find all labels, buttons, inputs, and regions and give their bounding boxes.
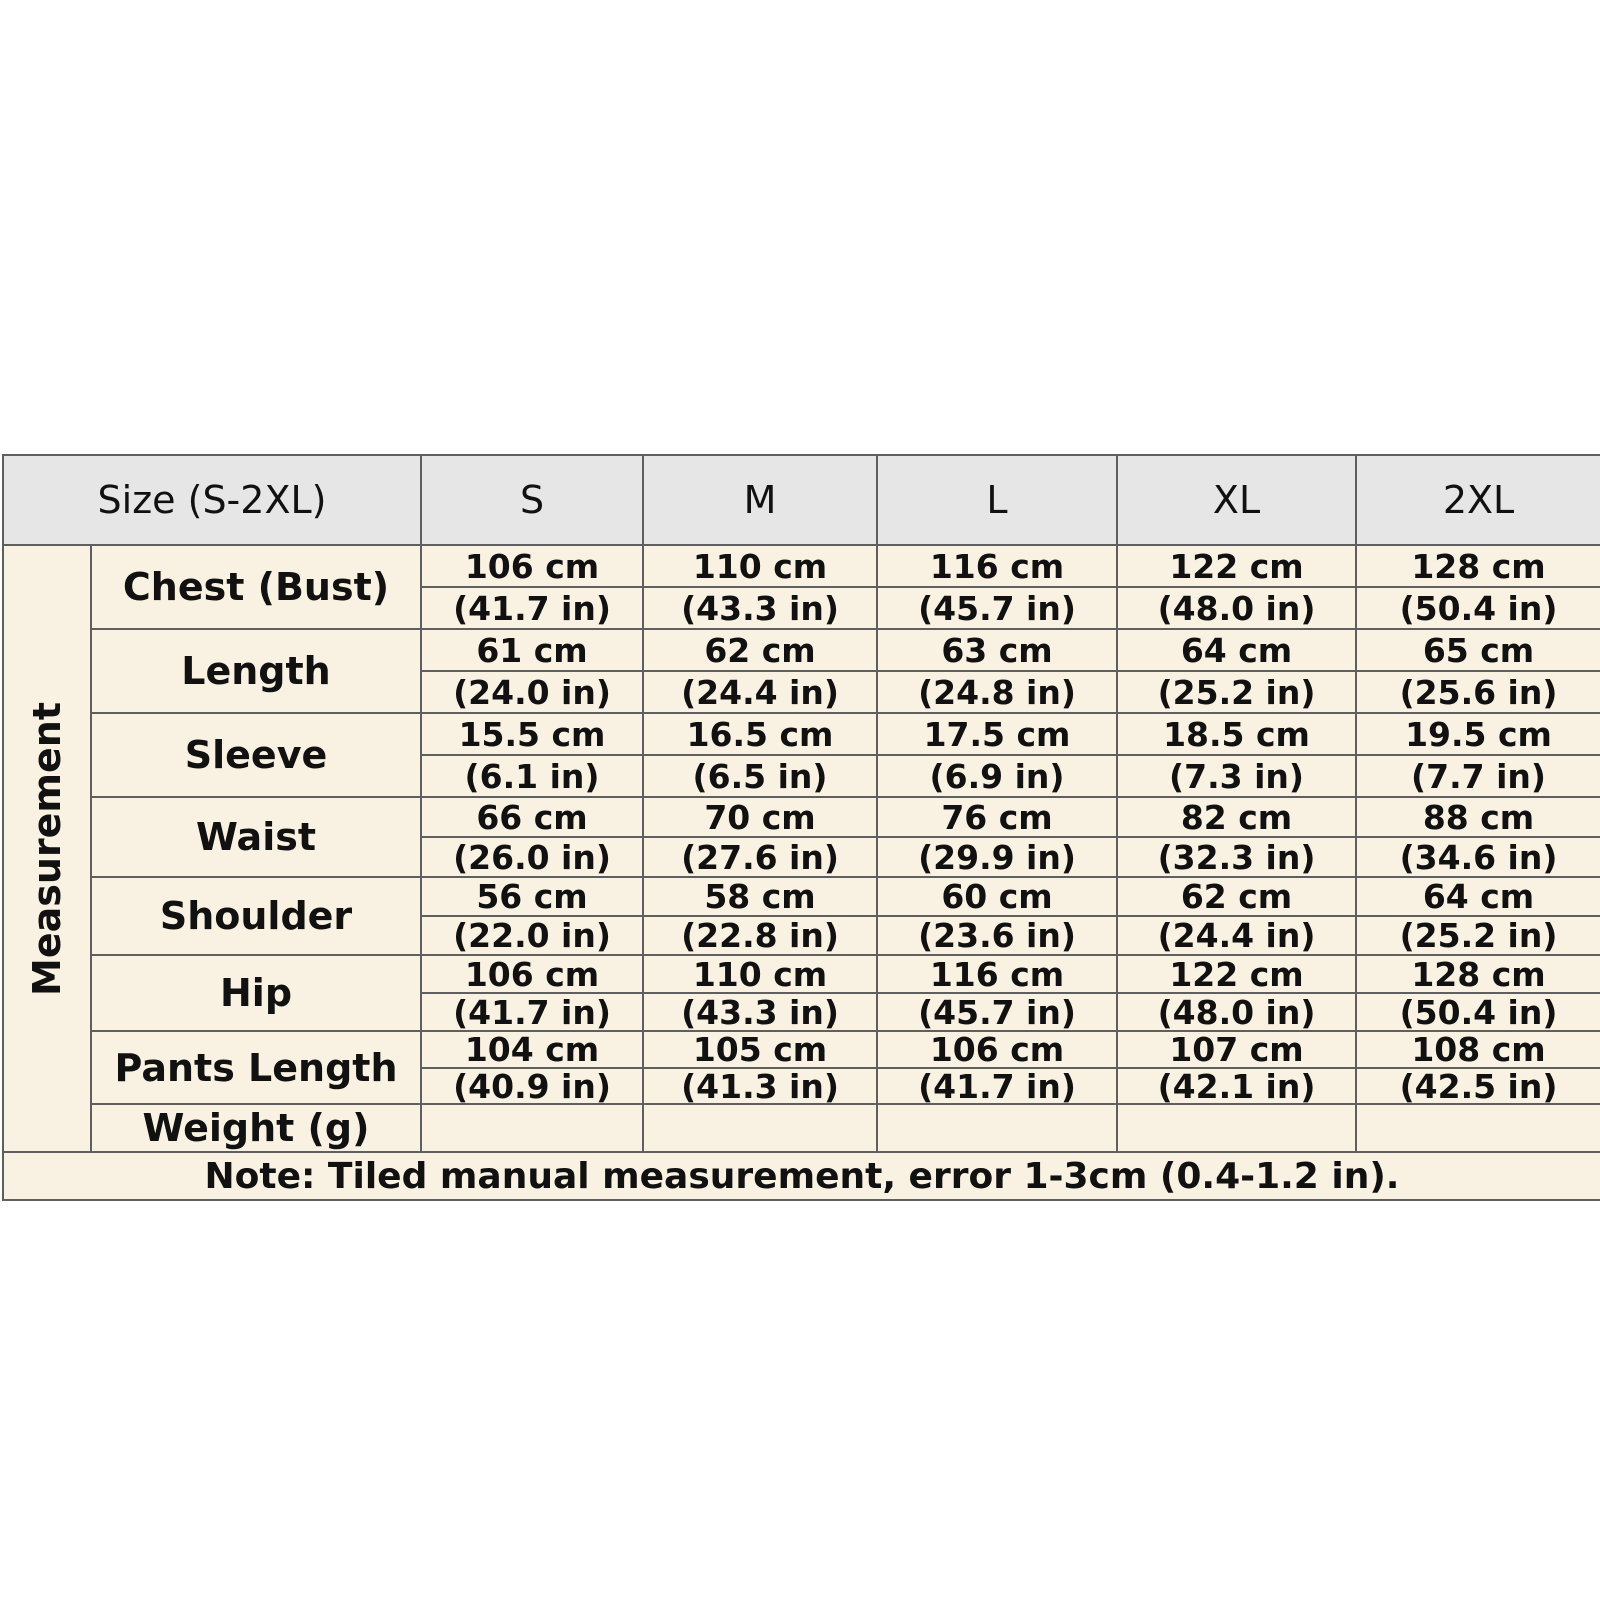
cm-value-xl: 82 cm xyxy=(1117,797,1356,837)
size-header-s: S xyxy=(421,455,643,545)
cm-value-m: 110 cm xyxy=(643,955,877,993)
inch-value-2xl: (50.4 in) xyxy=(1356,587,1600,629)
inch-value-s: (41.7 in) xyxy=(421,587,643,629)
inch-value-xl: (48.0 in) xyxy=(1117,587,1356,629)
inch-value-xl: (7.3 in) xyxy=(1117,755,1356,797)
cm-value-l: 60 cm xyxy=(877,877,1117,916)
cm-value-xl: 122 cm xyxy=(1117,545,1356,587)
row-label: Pants Length xyxy=(91,1031,421,1104)
size-header-2xl: 2XL xyxy=(1356,455,1600,545)
table-row xyxy=(3,1031,1600,1068)
cm-value-s: 56 cm xyxy=(421,877,643,916)
inch-value-s: (24.0 in) xyxy=(421,671,643,713)
row-label: Hip xyxy=(91,955,421,1031)
measurement-note: Note: Tiled manual measurement, error 1-3cm (0.4-1.2 in). xyxy=(3,1152,1600,1200)
cm-value-xl: 64 cm xyxy=(1117,629,1356,671)
inch-value-xl: (48.0 in) xyxy=(1117,993,1356,1031)
cm-value-s: 61 cm xyxy=(421,629,643,671)
measurement-group-label xyxy=(3,545,91,1152)
inch-value-2xl: (50.4 in) xyxy=(1356,993,1600,1031)
cm-value-m: 105 cm xyxy=(643,1031,877,1068)
measurement-body xyxy=(3,545,1600,1200)
cm-value-2xl: 128 cm xyxy=(1356,545,1600,587)
header-row xyxy=(3,455,1600,545)
inch-value-xl: (42.1 in) xyxy=(1117,1068,1356,1104)
cm-value-s: 104 cm xyxy=(421,1031,643,1068)
inch-value-l: (23.6 in) xyxy=(877,916,1117,955)
table-row xyxy=(3,629,1600,671)
inch-value-l: (6.9 in) xyxy=(877,755,1117,797)
cm-value-xl: 18.5 cm xyxy=(1117,713,1356,755)
table-row xyxy=(3,797,1600,837)
cm-value-m: 16.5 cm xyxy=(643,713,877,755)
inch-value-m: (22.8 in) xyxy=(643,916,877,955)
size-range-header: Size (S-2XL) xyxy=(3,455,421,545)
inch-value-l: (24.8 in) xyxy=(877,671,1117,713)
weight-value-xl xyxy=(1117,1104,1356,1152)
weight-value-m xyxy=(643,1104,877,1152)
cm-value-2xl: 65 cm xyxy=(1356,629,1600,671)
note-row xyxy=(3,1152,1600,1200)
size-chart-table xyxy=(2,454,1600,1201)
row-label: Length xyxy=(91,629,421,713)
measurement-group-text: Measurement xyxy=(25,701,69,996)
table-row xyxy=(3,877,1600,916)
row-label: Sleeve xyxy=(91,713,421,797)
cm-value-s: 66 cm xyxy=(421,797,643,837)
size-header-m: M xyxy=(643,455,877,545)
inch-value-s: (22.0 in) xyxy=(421,916,643,955)
inch-value-m: (27.6 in) xyxy=(643,837,877,877)
weight-value-l xyxy=(877,1104,1117,1152)
table-row xyxy=(3,713,1600,755)
inch-value-2xl: (34.6 in) xyxy=(1356,837,1600,877)
cm-value-s: 15.5 cm xyxy=(421,713,643,755)
cm-value-s: 106 cm xyxy=(421,955,643,993)
inch-value-xl: (25.2 in) xyxy=(1117,671,1356,713)
cm-value-m: 110 cm xyxy=(643,545,877,587)
inch-value-m: (24.4 in) xyxy=(643,671,877,713)
inch-value-2xl: (25.2 in) xyxy=(1356,916,1600,955)
inch-value-xl: (32.3 in) xyxy=(1117,837,1356,877)
inch-value-l: (45.7 in) xyxy=(877,587,1117,629)
weight-value-s xyxy=(421,1104,643,1152)
row-label-weight: Weight (g) xyxy=(91,1104,421,1152)
inch-value-s: (41.7 in) xyxy=(421,993,643,1031)
inch-value-l: (29.9 in) xyxy=(877,837,1117,877)
inch-value-2xl: (42.5 in) xyxy=(1356,1068,1600,1104)
cm-value-l: 76 cm xyxy=(877,797,1117,837)
cm-value-l: 116 cm xyxy=(877,955,1117,993)
table-row xyxy=(3,545,1600,587)
size-header-xl: XL xyxy=(1117,455,1356,545)
cm-value-l: 17.5 cm xyxy=(877,713,1117,755)
cm-value-m: 58 cm xyxy=(643,877,877,916)
inch-value-2xl: (25.6 in) xyxy=(1356,671,1600,713)
weight-row xyxy=(3,1104,1600,1152)
cm-value-xl: 107 cm xyxy=(1117,1031,1356,1068)
inch-value-s: (26.0 in) xyxy=(421,837,643,877)
table-row xyxy=(3,955,1600,993)
cm-value-2xl: 108 cm xyxy=(1356,1031,1600,1068)
inch-value-2xl: (7.7 in) xyxy=(1356,755,1600,797)
inch-value-m: (43.3 in) xyxy=(643,587,877,629)
cm-value-2xl: 88 cm xyxy=(1356,797,1600,837)
cm-value-l: 106 cm xyxy=(877,1031,1117,1068)
inch-value-l: (41.7 in) xyxy=(877,1068,1117,1104)
cm-value-2xl: 19.5 cm xyxy=(1356,713,1600,755)
cm-value-l: 63 cm xyxy=(877,629,1117,671)
inch-value-m: (41.3 in) xyxy=(643,1068,877,1104)
inch-value-m: (6.5 in) xyxy=(643,755,877,797)
inch-value-xl: (24.4 in) xyxy=(1117,916,1356,955)
cm-value-m: 70 cm xyxy=(643,797,877,837)
inch-value-l: (45.7 in) xyxy=(877,993,1117,1031)
cm-value-l: 116 cm xyxy=(877,545,1117,587)
row-label: Waist xyxy=(91,797,421,877)
cm-value-xl: 122 cm xyxy=(1117,955,1356,993)
inch-value-s: (6.1 in) xyxy=(421,755,643,797)
cm-value-s: 106 cm xyxy=(421,545,643,587)
cm-value-2xl: 128 cm xyxy=(1356,955,1600,993)
cm-value-2xl: 64 cm xyxy=(1356,877,1600,916)
cm-value-m: 62 cm xyxy=(643,629,877,671)
inch-value-m: (43.3 in) xyxy=(643,993,877,1031)
row-label: Shoulder xyxy=(91,877,421,955)
row-label: Chest (Bust) xyxy=(91,545,421,629)
inch-value-s: (40.9 in) xyxy=(421,1068,643,1104)
weight-value-2xl xyxy=(1356,1104,1600,1152)
cm-value-xl: 62 cm xyxy=(1117,877,1356,916)
size-header-l: L xyxy=(877,455,1117,545)
